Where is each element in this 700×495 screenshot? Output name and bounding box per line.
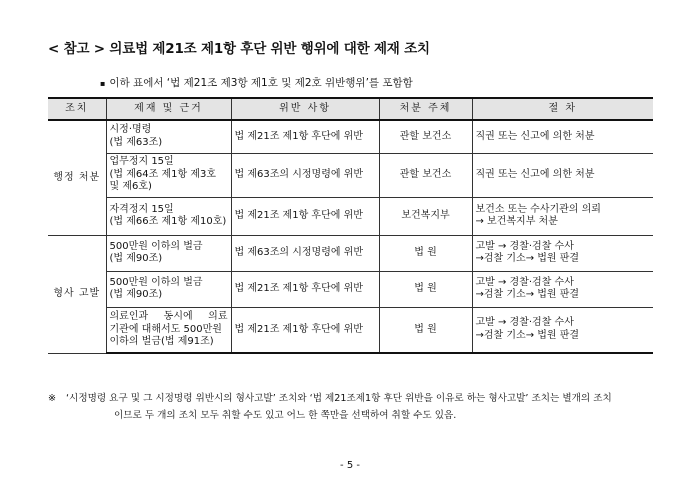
- procedure-line: 보건소 또는 수사기관의 의뢰: [475, 203, 601, 215]
- procedure-line: →검찰 기소→ 법원 판결: [475, 329, 580, 341]
- violation-cell: 법 제63조의 시정명령에 위반: [231, 235, 379, 271]
- basis-line: (법 제90조): [109, 253, 163, 264]
- reference-mark-icon: ※: [48, 393, 57, 404]
- procedure-cell: [472, 307, 653, 353]
- basis-cell: [106, 120, 231, 153]
- subject-cell: 관할 보건소: [379, 120, 472, 153]
- procedure-cell: [472, 271, 653, 307]
- sanctions-table: [48, 97, 653, 354]
- procedure-cell: [472, 153, 653, 197]
- basis-line: (법 제66조 제1항 제10호): [109, 216, 227, 227]
- violation-cell: 법 제21조 제1항 후단에 위반: [231, 197, 379, 235]
- basis-cell: [106, 235, 231, 271]
- procedure-line: 직권 또는 신고에 의한 처분: [475, 130, 595, 142]
- procedure-cell: [472, 235, 653, 271]
- basis-line: 자격정지 15일: [109, 203, 174, 215]
- basis-line: (법 제90조): [109, 289, 163, 300]
- basis-cell: [106, 197, 231, 235]
- subject-cell: 보건복지부: [379, 197, 472, 235]
- procedure-line: 고발 → 경찰·검찰 수사: [475, 276, 574, 288]
- basis-cell: [106, 307, 231, 353]
- table-scope-note-text: 이하 표에서 ‘법 제21조 제3항 제1호 및 제2호 위반행위’를 포함함: [109, 77, 413, 89]
- table-header-row: [48, 98, 653, 120]
- measure-criminal-complaint: 형사 고발: [48, 235, 106, 353]
- basis-line: (법 제64조 제1항 제3호: [109, 168, 217, 180]
- bullet-icon: ▪: [100, 79, 106, 88]
- table-row: [48, 120, 653, 153]
- procedure-cell: [472, 197, 653, 235]
- procedure-line: 직권 또는 신고에 의한 처분: [475, 168, 595, 180]
- violation-cell: 법 제21조 제1항 후단에 위반: [231, 307, 379, 353]
- page-title: < 참고 > 의료법 제21조 제1항 후단 위반 행위에 대한 제재 조치: [48, 41, 430, 57]
- subject-cell: 법 원: [379, 271, 472, 307]
- page-number: - 5 -: [340, 460, 360, 471]
- measure-administrative: 행정 처분: [48, 120, 106, 235]
- procedure-line: 고발 → 경찰·검찰 수사: [475, 317, 574, 329]
- basis-line: 500만원 이하의 벌금: [109, 276, 203, 288]
- procedure-line: →검찰 기소→ 법원 판결: [475, 253, 580, 264]
- procedure-line: →검찰 기소→ 법원 판결: [475, 289, 580, 300]
- basis-line: 의료인과 동시에 의료: [109, 311, 228, 322]
- table-row: [48, 235, 653, 271]
- violation-cell: 법 제21조 제1항 후단에 위반: [231, 120, 379, 153]
- procedure-line: → 보건복지부 처분: [475, 216, 558, 227]
- basis-line: 기관에 대해서도 500만원: [109, 323, 222, 335]
- header-subject: 처분 주체: [379, 98, 472, 120]
- violation-cell: 법 제63조의 시정명령에 위반: [231, 153, 379, 197]
- header-procedure: 절 차: [472, 98, 653, 120]
- basis-line: 업무정지 15일: [109, 156, 174, 168]
- basis-cell: [106, 271, 231, 307]
- header-measure: 조치: [48, 98, 106, 120]
- basis-line: (법 제63조): [109, 136, 163, 148]
- procedure-line: 고발 → 경찰·검찰 수사: [475, 240, 574, 252]
- basis-line: 500만원 이하의 벌금: [109, 240, 203, 252]
- header-violation: 위반 사항: [231, 98, 379, 120]
- basis-line: 및 제6호): [109, 181, 152, 193]
- table-row: [48, 153, 653, 197]
- table-row: [48, 197, 653, 235]
- subject-cell: 법 원: [379, 307, 472, 353]
- subject-cell: 관할 보건소: [379, 153, 472, 197]
- basis-line: 시정·명령: [109, 124, 152, 136]
- basis-line: 이하의 벌금(법 제91조): [109, 336, 214, 347]
- footnote-line-2: 이므로 두 개의 조치 모두 취할 수도 있고 어느 한 쪽만을 선택하여 취할 수도 있음.: [114, 410, 457, 421]
- table-row: [48, 271, 653, 307]
- violation-cell: 법 제21조 제1항 후단에 위반: [231, 271, 379, 307]
- subject-cell: 법 원: [379, 235, 472, 271]
- header-basis: 제재 및 근거: [106, 98, 231, 120]
- table-scope-note: [100, 75, 413, 90]
- footnote-line-1: ‘시정명령 요구 및 그 시정명령 위반시의 형사고발’ 조치와 ‘법 제21조제1항 후단 위반을 이유로 하는 형사고발’ 조치는 별개의 조치: [66, 393, 612, 404]
- table-row: [48, 307, 653, 353]
- procedure-cell: [472, 120, 653, 153]
- basis-cell: [106, 153, 231, 197]
